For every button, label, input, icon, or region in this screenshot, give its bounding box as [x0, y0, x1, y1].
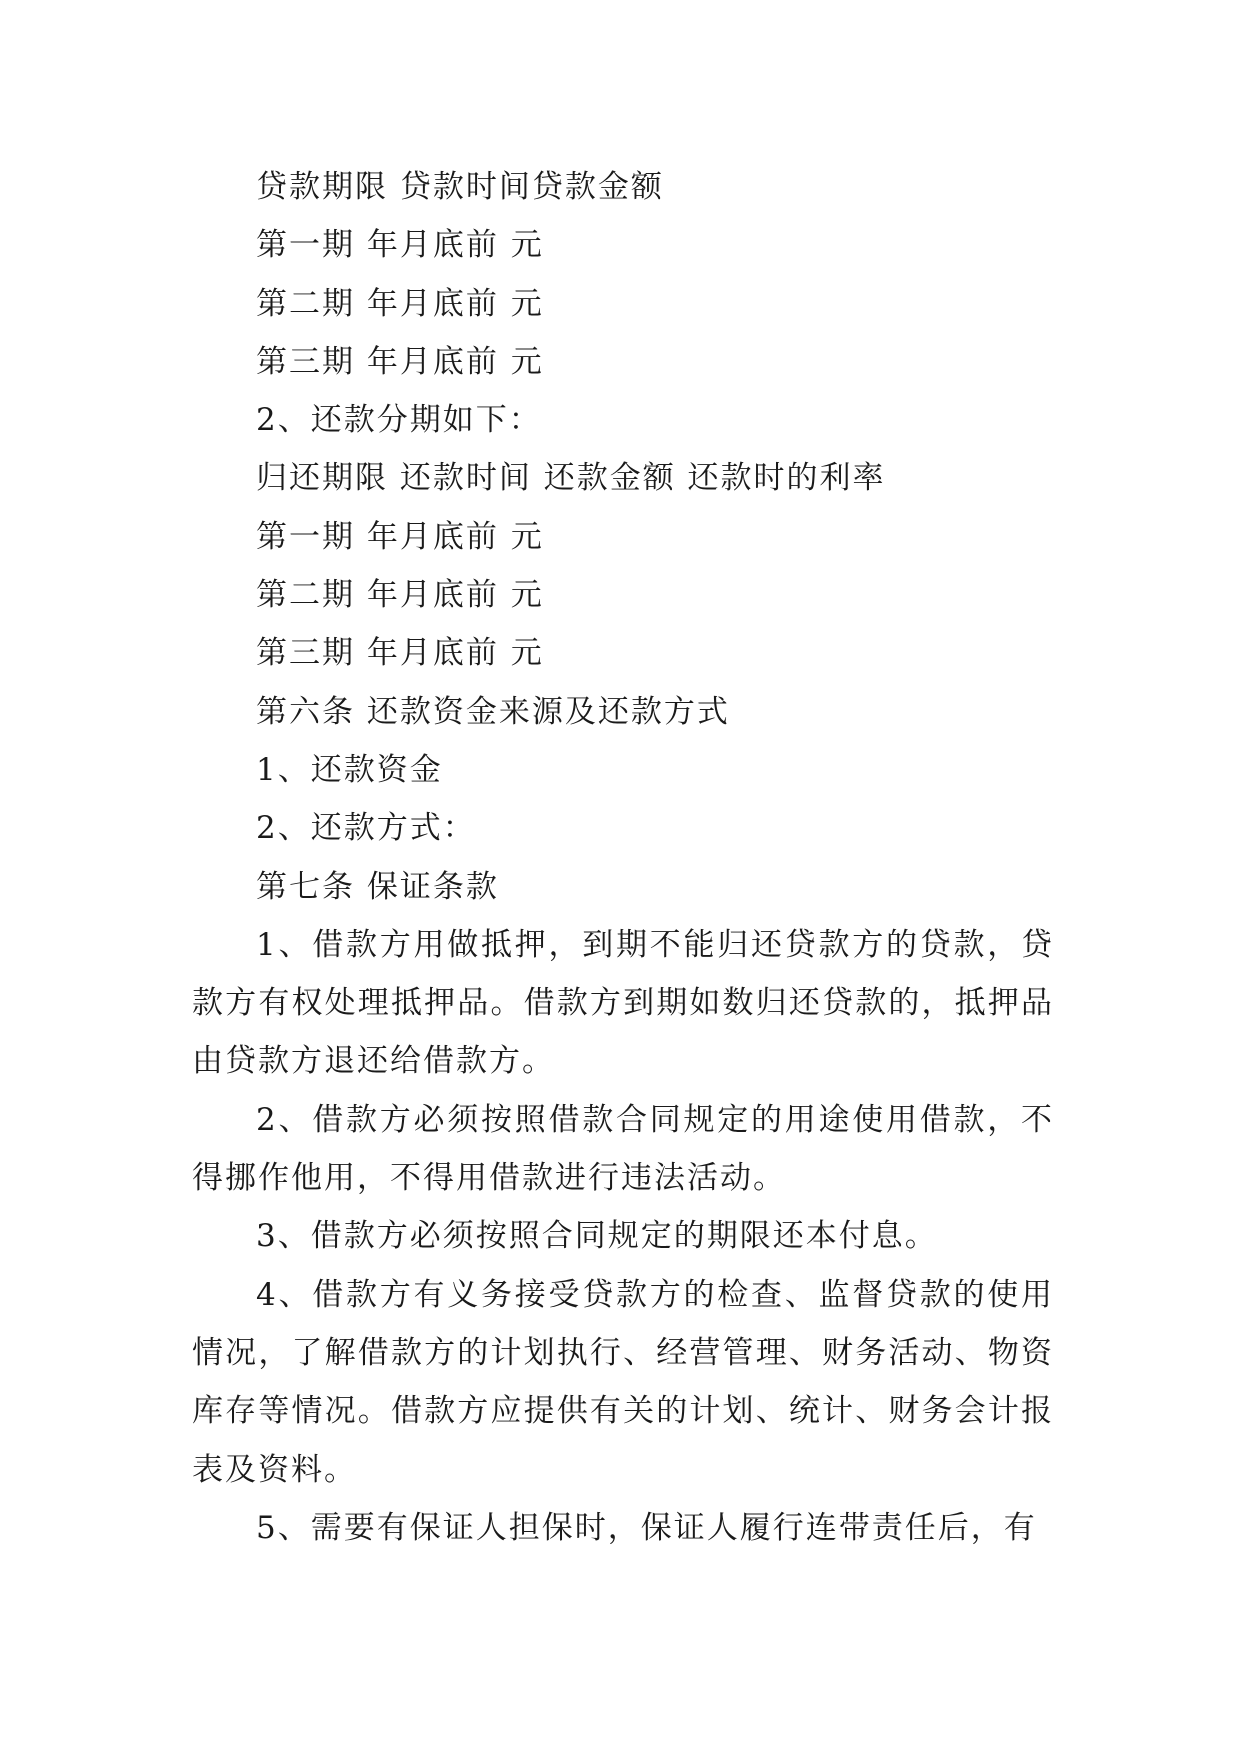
guarantee-clause-2: 2、借款方必须按照借款合同规定的用途使用借款，不得挪作他用，不得用借款进行违法活动。 [192, 1101, 1054, 1197]
repayment-installments-heading: 2、还款分期如下： [256, 402, 542, 439]
loan-period-1: 第一期 年月底前 元 [256, 227, 544, 264]
repayment-funds-item: 1、还款资金 [256, 751, 443, 788]
loan-period-3: 第三期 年月底前 元 [256, 343, 544, 380]
guarantee-clause-1: 1、借款方用做抵押，到期不能归还贷款方的贷款，贷款方有权处理抵押品。借款方到期如数归还贷款的，抵押品由贷款方退还给借款方。 [192, 926, 1054, 1080]
repayment-period-2: 第二期 年月底前 元 [256, 577, 544, 614]
repayment-method-item: 2、还款方式： [256, 810, 476, 847]
guarantee-clause-4: 4、借款方有义务接受贷款方的检查、监督贷款的使用情况，了解借款方的计划执行、经营管理、财务活动、物资库存等情况。借款方应提供有关的计划、统计、财务会计报表及资料。 [192, 1276, 1054, 1488]
table-header-loan: 贷款期限 贷款时间贷款金额 [256, 169, 664, 205]
guarantee-clause-5: 5、需要有保证人担保时，保证人履行连带责任后，有 [256, 1509, 1037, 1546]
article-6-heading: 第六条 还款资金来源及还款方式 [256, 693, 730, 730]
document-body [192, 158, 1054, 1557]
table-header-repayment: 归还期限 还款时间 还款金额 还款时的利率 [256, 460, 886, 497]
article-7-heading: 第七条 保证条款 [256, 868, 499, 905]
repayment-period-3: 第三期 年月底前 元 [256, 635, 544, 672]
guarantee-clause-3: 3、借款方必须按照合同规定的期限还本付息。 [256, 1218, 938, 1255]
loan-period-2: 第二期 年月底前 元 [256, 285, 544, 322]
repayment-period-1: 第一期 年月底前 元 [256, 518, 544, 555]
